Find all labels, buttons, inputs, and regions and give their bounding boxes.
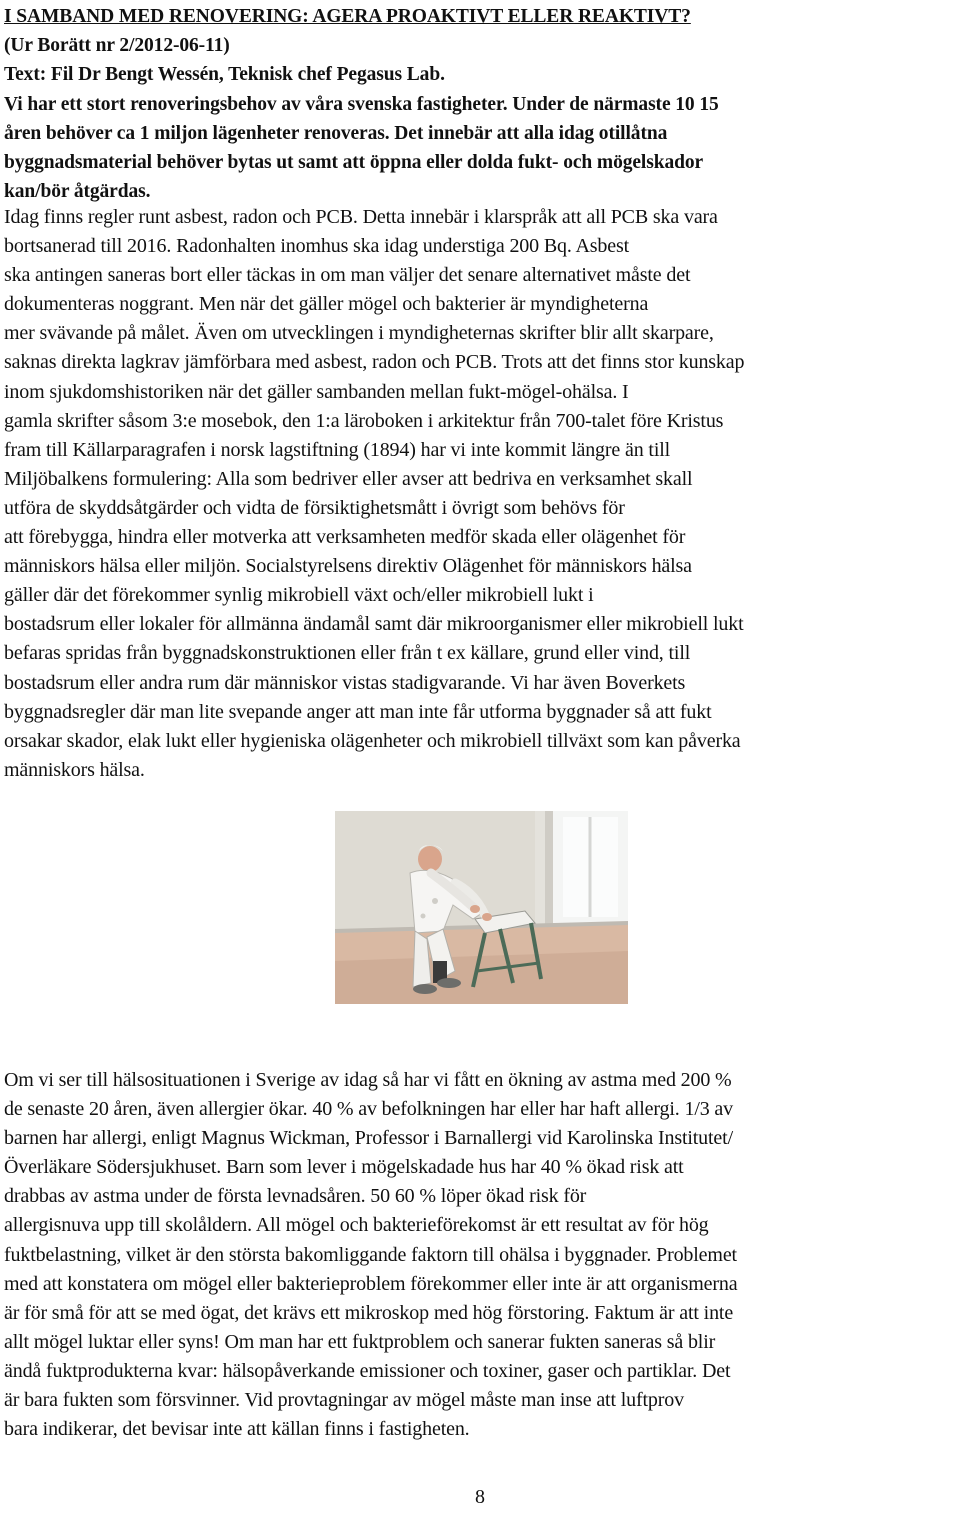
text-line: gamla skrifter såsom 3:e mosebok, den 1:a läroboken i arkitektur från 700-talet före Kristus	[4, 409, 724, 432]
text-line: orsakar skador, elak lukt eller hygieniska olägenheter och mikrobiell tillväxt som kan påverka	[4, 729, 741, 752]
text-line: mer svävande på målet. Även om utvecklingen i myndigheternas skrifter blir allt skarpare,	[4, 322, 714, 345]
text-line: med att konstatera om mögel eller bakterieproblem förekommer eller inte är att organismerna	[4, 1272, 738, 1295]
text-line: Om vi ser till hälsosituationen i Sverige av idag så har vi fått en ökning av astma med 200 %	[4, 1069, 732, 1091]
page-number: 8	[475, 1486, 485, 1508]
text-line: byggnadsregler där man lite svepande anger att man inte får utforma byggnader så att fukt	[4, 700, 712, 723]
text-line: ska antingen saneras bort eller täckas in om man väljer det senare alternativet måste det	[4, 264, 691, 287]
text-line: Överläkare Södersjukhuset. Barn som lever i mögelskadade hus har 40 % ökad risk att	[4, 1156, 684, 1179]
lead-line: Vi har ett stort renoveringsbehov av våra svenska fastigheter. Under de närmaste 10 15	[4, 93, 719, 115]
text-line: är bara fukten som försvinner. Vid provtagningar av mögel måste man inse att luftprov	[4, 1389, 684, 1412]
text-line: Idag finns regler runt asbest, radon och PCB. Detta innebär i klarspråk att all PCB ska vara	[4, 206, 718, 228]
text-line: människors hälsa.	[4, 758, 145, 781]
article-title: I SAMBAND MED RENOVERING: AGERA PROAKTIVT ELLER REAKTIVT?	[4, 6, 691, 27]
text-line: att förebygga, hindra eller motverka att verksamheten medför skada eller olägenhet för	[4, 526, 686, 549]
text-line: fuktbelastning, vilket är den största bakomliggande faktorn till ohälsa i byggnader. Problemet	[4, 1243, 737, 1266]
body-paragraph-2	[4, 1066, 737, 1444]
text-line: Miljöbalkens formulering: Alla som bedriver eller avser att bedriva en verksamhet skall	[4, 467, 693, 490]
text-line: befaras spridas från byggnadskonstruktionen eller från t ex källare, grund eller vind, till	[4, 642, 691, 665]
text-line: inom sjukdomshistoriken när det gäller sambanden mellan fukt-mögel-ohälsa. I	[4, 380, 629, 403]
text-line: är för små för att se med ögat, det krävs ett mikroskop med hög förstoring. Faktum är att inte	[4, 1301, 734, 1324]
renovation-worker-photo	[335, 811, 628, 1004]
text-line: bortsanerad till 2016. Radonhalten inomhus ska idag understiga 200 Bq. Asbest	[4, 235, 630, 258]
text-line: ändå fuktprodukterna kvar: hälsopåverkande emissioner och toxiner, gaser och partiklar. Det	[4, 1359, 731, 1382]
article-source: (Ur Borätt nr 2/2012-06-11)	[4, 35, 230, 57]
text-line: de senaste 20 åren, även allergier ökar. 40 % av befolkningen har eller har haft allergi. 1/3 av	[4, 1098, 734, 1121]
text-line: allergisnuva upp till skolåldern. All mögel och bakterieförekomst är ett resultat av för hög	[4, 1214, 709, 1237]
text-line: bostadsrum eller lokaler för allmänna ändamål samt där mikroorganismer eller mikrobiell lukt	[4, 613, 744, 636]
text-line: gäller där det förekommer synlig mikrobiell växt och/eller mikrobiell lukt i	[4, 584, 594, 607]
text-line: allt mögel luktar eller syns! Om man har ett fuktproblem och sanerar fukten saneras så blir	[4, 1330, 716, 1353]
article-header	[4, 2, 956, 206]
text-line: utföra de skyddsåtgärder och vidta de försiktighetsmått i övrigt som behövs för	[4, 496, 625, 519]
text-line: fram till Källarparagrafen i norsk lagstiftning (1894) har vi inte kommit längre än till	[4, 438, 671, 461]
text-line: människors hälsa eller miljön. Socialstyrelsens direktiv Olägenhet för människors hälsa	[4, 555, 692, 578]
body-paragraph-1	[4, 203, 744, 785]
text-line: bostadsrum eller andra rum där människor vistas stadigvarande. Vi har även Boverkets	[4, 671, 686, 694]
text-line: saknas direkta lagkrav jämförbara med asbest, radon och PCB. Trots att det finns stor kunskap	[4, 351, 745, 374]
text-line: drabbas av astma under de första levnadsåren. 50 60 % löper ökad risk för	[4, 1185, 587, 1208]
text-line: dokumenteras noggrant. Men när det gäller mögel och bakterier är myndigheterna	[4, 293, 649, 316]
lead-line: åren behöver ca 1 miljon lägenheter renoveras. Det innebär att alla idag otillåtna	[4, 122, 668, 144]
article-byline: Text: Fil Dr Bengt Wessén, Teknisk chef Pegasus Lab.	[4, 64, 445, 86]
lead-line: kan/bör åtgärdas.	[4, 181, 151, 203]
text-line: bara indikerar, det bevisar inte att källan finns i fastigheten.	[4, 1418, 470, 1441]
text-line: barnen har allergi, enligt Magnus Wickman, Professor i Barnallergi vid Karolinska Institutet/	[4, 1127, 733, 1150]
lead-line: byggnadsmaterial behöver bytas ut samt att öppna eller dolda fukt- och mögelskador	[4, 152, 704, 174]
